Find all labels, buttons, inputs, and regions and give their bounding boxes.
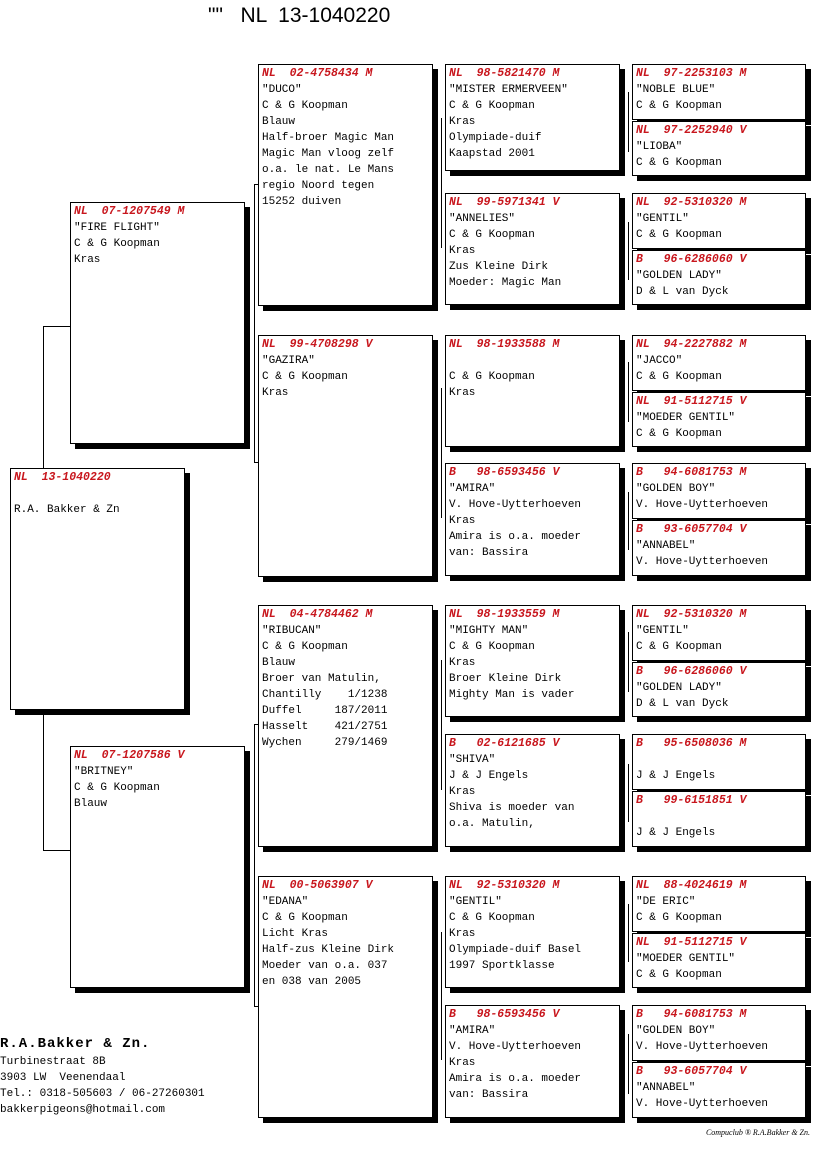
detail-line: Half-broer Magic Man [262, 132, 395, 144]
detail-line: Kras [449, 928, 476, 940]
detail-line: "GENTIL" [636, 213, 689, 225]
detail-line: V. Hove-Uytterhoeven [636, 556, 769, 568]
grandparent-card [258, 64, 433, 306]
detail-line: "BRITNEY" [74, 766, 134, 778]
detail-line: regio Noord tegen [262, 180, 375, 192]
dam-card [70, 746, 245, 988]
detail-line: o.a. Matulin, [449, 818, 535, 830]
ring-number: NL 92-5310320 M [636, 196, 747, 209]
detail-line: C & G Koopman [636, 229, 722, 241]
owner-address: Turbinestraat 8B [0, 1056, 106, 1068]
detail-line: C & G Koopman [636, 912, 722, 924]
connector-line [628, 1034, 629, 1094]
ring-number: NL 98-1933588 M [449, 338, 560, 351]
ring-number: NL 94-2227882 M [636, 338, 747, 351]
detail-line: V. Hove-Uytterhoeven [636, 499, 769, 511]
detail-line: C & G Koopman [449, 100, 535, 112]
ring-number: NL 97-2253103 M [636, 67, 747, 80]
detail-line: "EDANA" [262, 896, 309, 908]
connector-line [254, 724, 255, 1006]
owner-city: 3903 LW Veenendaal [0, 1072, 126, 1084]
detail-line: van: Bassira [449, 1089, 529, 1101]
detail-line: V. Hove-Uytterhoeven [449, 499, 582, 511]
grandparent-card [258, 605, 433, 847]
ring-number: NL 02-4758434 M [262, 67, 373, 80]
detail-line: Amira is o.a. moeder [449, 1073, 582, 1085]
detail-line: C & G Koopman [636, 428, 722, 440]
detail-line: V. Hove-Uytterhoeven [636, 1098, 769, 1110]
detail-line: Kras [449, 515, 476, 527]
connector-line [43, 850, 70, 851]
great-grandparent-card [445, 605, 620, 717]
detail-line: "JACCO" [636, 355, 683, 367]
ring-number: NL 98-1933559 M [449, 608, 560, 621]
pigeon-details [636, 353, 802, 385]
detail-line: C & G Koopman [636, 641, 722, 653]
ring-number: B 99-6151851 V [636, 794, 747, 807]
detail-line: Magic Man vloog zelf [262, 148, 395, 160]
owner-phone: Tel.: 0318-505603 / 06-27260301 [0, 1088, 205, 1100]
detail-line: Broer van Matulin, [262, 673, 381, 685]
ring-number: NL 91-5112715 V [636, 395, 747, 408]
great-grandparent-card [445, 193, 620, 305]
document-title [208, 4, 390, 28]
subject-pigeon-card [10, 468, 185, 710]
detail-line: J & J Engels [636, 770, 716, 782]
sire-card [70, 202, 245, 444]
pigeon-details [636, 951, 802, 983]
ring-number: B 98-6593456 V [449, 1008, 560, 1021]
detail-line: Zus Kleine Dirk [449, 261, 549, 273]
detail-line: "LIOBA" [636, 141, 683, 153]
great-grandparent-card [445, 335, 620, 447]
detail-line: "MOEDER GENTIL" [636, 412, 736, 424]
connector-line [43, 326, 70, 327]
ancestor-card [632, 933, 806, 988]
detail-line: Kaapstad 2001 [449, 148, 535, 160]
detail-line: Amira is o.a. moeder [449, 531, 582, 543]
detail-line: D & L van Dyck [636, 698, 729, 710]
detail-line: "DE ERIC" [636, 896, 696, 908]
ancestor-card [632, 1005, 806, 1061]
detail-line: "GENTIL" [449, 896, 502, 908]
detail-line [449, 353, 616, 369]
connector-line [43, 710, 44, 850]
great-grandparent-card [445, 876, 620, 988]
ancestor-card [632, 791, 806, 847]
pigeon-details [449, 894, 616, 974]
detail-line: C & G Koopman [449, 912, 535, 924]
pigeon-details [636, 1023, 802, 1055]
ancestor-card [632, 876, 806, 932]
pigeon-details [449, 82, 616, 162]
pigeon-details [636, 211, 802, 243]
pigeon-details [14, 486, 181, 518]
detail-line: Chantilly 1/1238 [262, 689, 388, 701]
detail-line [636, 752, 802, 768]
pigeon-details [449, 353, 616, 401]
ancestor-card [632, 193, 806, 249]
detail-line: C & G Koopman [449, 229, 535, 241]
detail-line: "RIBUCAN" [262, 625, 322, 637]
ring-number: NL 92-5310320 M [636, 608, 747, 621]
detail-line: "GOLDEN BOY" [636, 483, 716, 495]
pigeon-details [636, 894, 802, 926]
owner-name: R.A.Bakker & Zn. [0, 1036, 151, 1052]
ring-number: NL 88-4024619 M [636, 879, 747, 892]
connector-line [441, 660, 442, 790]
detail-line: V. Hove-Uytterhoeven [636, 1041, 769, 1053]
great-grandparent-card [445, 64, 620, 171]
ring-number: B 98-6593456 V [449, 466, 560, 479]
pigeon-details [636, 268, 802, 300]
detail-line: C & G Koopman [636, 371, 722, 383]
pigeon-details [74, 764, 241, 812]
great-grandparent-card [445, 1005, 620, 1118]
grandparent-card [258, 335, 433, 577]
pigeon-details [636, 82, 802, 114]
grandparent-card [258, 876, 433, 1118]
ring-number: NL 91-5112715 V [636, 936, 747, 949]
connector-line [628, 764, 629, 822]
detail-line: Olympiade-duif Basel [449, 944, 582, 956]
ancestor-card [632, 335, 806, 391]
detail-line: R.A. Bakker & Zn [14, 504, 120, 516]
detail-line: C & G Koopman [74, 238, 160, 250]
detail-line [14, 486, 181, 502]
ancestor-card [632, 734, 806, 790]
ring-number: B 94-6081753 M [636, 466, 747, 479]
pigeon-details [636, 538, 802, 570]
title-ring-number: NL 13-1040220 [240, 4, 391, 27]
ring-number: B 02-6121685 V [449, 737, 560, 750]
owner-email: bakkerpigeons@hotmail.com [0, 1104, 166, 1116]
detail-line: J & J Engels [449, 770, 529, 782]
ring-number: NL 97-2252940 V [636, 124, 747, 137]
pigeon-details [636, 680, 802, 712]
connector-line [628, 492, 629, 550]
title-prefix: "" [208, 4, 223, 27]
detail-line: 15252 duiven [262, 196, 342, 208]
ring-number: NL 99-4708298 V [262, 338, 373, 351]
detail-line: C & G Koopman [636, 157, 722, 169]
detail-line: "ANNABEL" [636, 1082, 696, 1094]
ring-number: NL 07-1207549 M [74, 205, 185, 218]
pigeon-details [262, 894, 429, 990]
ancestor-card [632, 605, 806, 661]
detail-line: Kras [449, 245, 476, 257]
detail-line: C & G Koopman [636, 100, 722, 112]
connector-line [43, 326, 44, 468]
detail-line: Kras [449, 657, 476, 669]
detail-line: "ANNABEL" [636, 540, 696, 552]
ring-number: B 93-6057704 V [636, 523, 747, 536]
detail-line: "NOBLE BLUE" [636, 84, 716, 96]
detail-line: "GOLDEN LADY" [636, 682, 722, 694]
connector-line [628, 222, 629, 280]
connector-line [441, 388, 442, 518]
ancestor-card [632, 520, 806, 576]
detail-line: C & G Koopman [74, 782, 160, 794]
pigeon-details [636, 623, 802, 655]
detail-line: Kras [449, 1057, 476, 1069]
detail-line: Broer Kleine Dirk [449, 673, 562, 685]
detail-line: J & J Engels [636, 827, 716, 839]
detail-line: C & G Koopman [262, 641, 348, 653]
pigeon-details [449, 211, 616, 291]
detail-line: "GAZIRA" [262, 355, 315, 367]
ancestor-card [632, 662, 806, 717]
pigeon-details [636, 410, 802, 442]
detail-line: Blauw [262, 657, 296, 669]
detail-line: V. Hove-Uytterhoeven [449, 1041, 582, 1053]
detail-line: Kras [449, 786, 476, 798]
pigeon-details [449, 481, 616, 561]
ring-number: B 93-6057704 V [636, 1065, 747, 1078]
detail-line: "SHIVA" [449, 754, 496, 766]
connector-line [441, 118, 442, 248]
connector-line [254, 184, 255, 462]
pigeon-details [262, 82, 429, 210]
ancestor-card [632, 121, 806, 176]
detail-line: Olympiade-duif [449, 132, 542, 144]
ring-number: B 95-6508036 M [636, 737, 747, 750]
detail-line: "MIGHTY MAN" [449, 625, 529, 637]
detail-line: "FIRE FLIGHT" [74, 222, 160, 234]
detail-line: "GOLDEN BOY" [636, 1025, 716, 1037]
pigeon-details [636, 752, 802, 784]
detail-line: Kras [262, 387, 289, 399]
detail-line: "GENTIL" [636, 625, 689, 637]
connector-line [628, 92, 629, 152]
detail-line: Wychen 279/1469 [262, 737, 388, 749]
ring-number: B 96-6286060 V [636, 253, 747, 266]
detail-line: "ANNELIES" [449, 213, 516, 225]
ancestor-card [632, 392, 806, 447]
detail-line: C & G Koopman [262, 100, 348, 112]
detail-line: "MOEDER GENTIL" [636, 953, 736, 965]
detail-line: 1997 Sportklasse [449, 960, 555, 972]
pigeon-details [74, 220, 241, 268]
owner-block [0, 1034, 205, 1118]
ring-number: NL 00-5063907 V [262, 879, 373, 892]
connector-line [628, 362, 629, 422]
pigeon-details [449, 752, 616, 832]
pigeon-details [262, 623, 429, 751]
pigeon-details [449, 1023, 616, 1103]
detail-line: Moeder: Magic Man [449, 277, 562, 289]
detail-line: "DUCO" [262, 84, 302, 96]
ancestor-card [632, 1062, 806, 1118]
detail-line: o.a. le nat. Le Mans [262, 164, 395, 176]
detail-line [636, 809, 802, 825]
detail-line: D & L van Dyck [636, 286, 729, 298]
detail-line: C & G Koopman [636, 969, 722, 981]
detail-line: Kras [449, 116, 476, 128]
pigeon-details [636, 139, 802, 171]
detail-line: Duffel 187/2011 [262, 705, 388, 717]
detail-line: Hasselt 421/2751 [262, 721, 388, 733]
detail-line: Shiva is moeder van [449, 802, 575, 814]
pigeon-details [636, 809, 802, 841]
detail-line: van: Bassira [449, 547, 529, 559]
great-grandparent-card [445, 734, 620, 847]
detail-line: Mighty Man is vader [449, 689, 575, 701]
ancestor-card [632, 463, 806, 519]
ancestor-card [632, 64, 806, 120]
connector-line [441, 932, 442, 1060]
ring-number: NL 99-5971341 V [449, 196, 560, 209]
ring-number: NL 04-4784462 M [262, 608, 373, 621]
detail-line: Half-zus Kleine Dirk [262, 944, 395, 956]
ring-number: B 96-6286060 V [636, 665, 747, 678]
connector-line [628, 632, 629, 692]
detail-line: en 038 van 2005 [262, 976, 362, 988]
ring-number: NL 07-1207586 V [74, 749, 185, 762]
detail-line: Blauw [262, 116, 296, 128]
detail-line: C & G Koopman [262, 912, 348, 924]
connector-line [628, 904, 629, 962]
detail-line: C & G Koopman [262, 371, 348, 383]
pigeon-details [449, 623, 616, 703]
ring-number: NL 92-5310320 M [449, 879, 560, 892]
detail-line: Licht Kras [262, 928, 329, 940]
detail-line: C & G Koopman [449, 641, 535, 653]
great-grandparent-card [445, 463, 620, 576]
pigeon-details [636, 481, 802, 513]
detail-line: "MISTER ERMERVEEN" [449, 84, 568, 96]
ring-number: B 94-6081753 M [636, 1008, 747, 1021]
pigeon-details [262, 353, 429, 401]
detail-line: Moeder van o.a. 037 [262, 960, 388, 972]
detail-line: Kras [449, 387, 476, 399]
detail-line: "AMIRA" [449, 483, 496, 495]
detail-line: Blauw [74, 798, 108, 810]
pigeon-details [636, 1080, 802, 1112]
detail-line: C & G Koopman [449, 371, 535, 383]
ring-number: NL 13-1040220 [14, 471, 111, 484]
ancestor-card [632, 250, 806, 305]
detail-line: "AMIRA" [449, 1025, 496, 1037]
detail-line: Kras [74, 254, 101, 266]
footer-credit: Compuclub ® R.A.Bakker & Zn. [705, 1128, 810, 1137]
detail-line: "GOLDEN LADY" [636, 270, 722, 282]
ring-number: NL 98-5821470 M [449, 67, 560, 80]
